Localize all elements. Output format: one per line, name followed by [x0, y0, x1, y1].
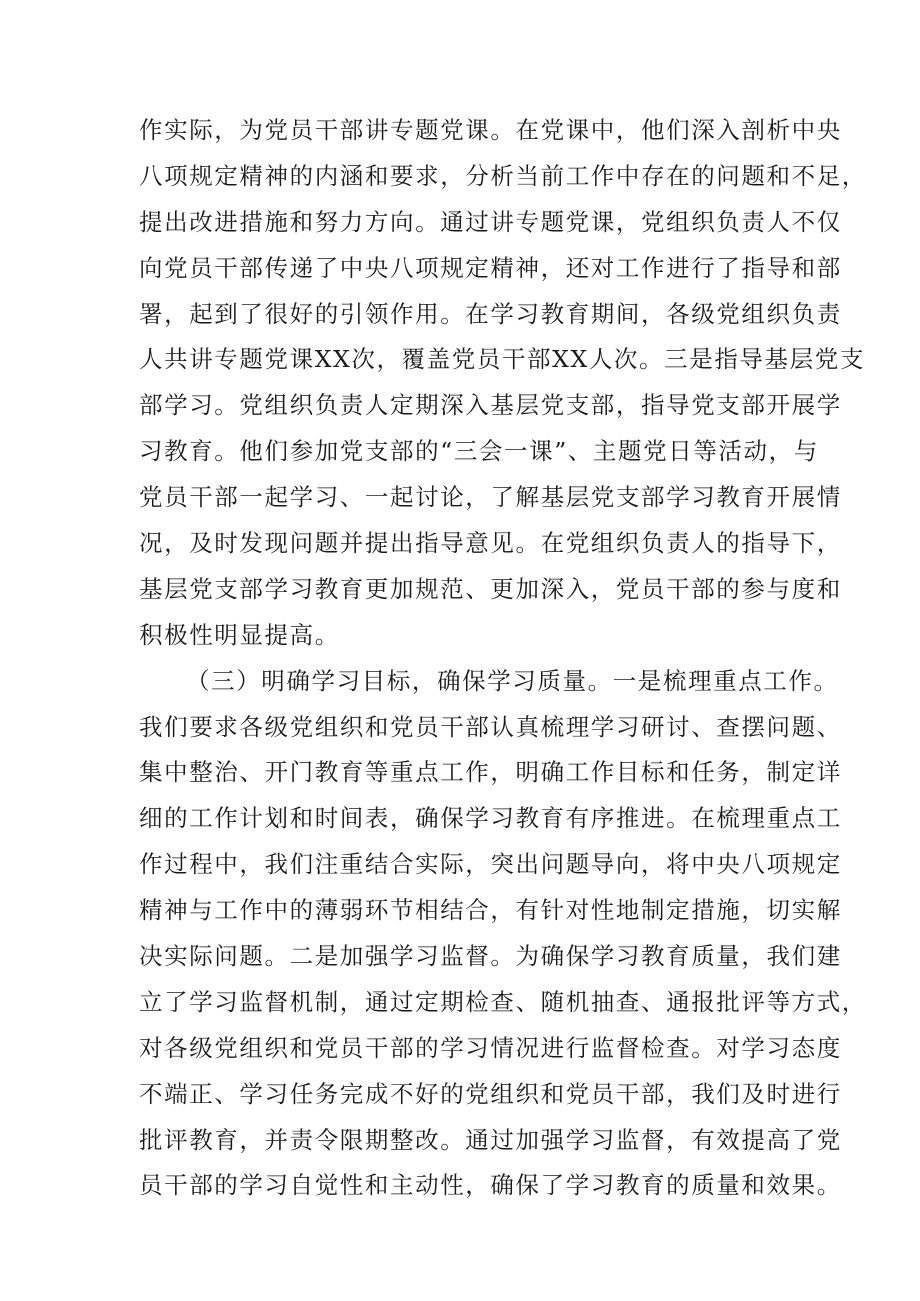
text-line: 八项规定精神的内涵和要求，分析当前工作中存在的问题和不足，	[139, 161, 867, 190]
text-line: 精神与工作中的薄弱环节相结合，有针对性地制定措施，切实解	[139, 896, 842, 925]
text-line: 况，及时发现问题并提出指导意见。在党组织负责人的指导下，	[139, 529, 842, 558]
text-line: 作过程中，我们注重结合实际，突出问题导向，将中央八项规定	[139, 850, 842, 879]
text-line: 我们要求各级党组织和党员干部认真梳理学习研讨、查摆问题、	[139, 712, 842, 741]
text-line: 员干部的学习自觉性和主动性，确保了学习教育的质量和效果。	[139, 1171, 842, 1200]
text-line: 对各级党组织和党员干部的学习情况进行监督检查。对学习态度	[139, 1033, 842, 1062]
body-text	[139, 108, 867, 1209]
text-line: 决实际问题。二是加强学习监督。为确保学习教育质量，我们建	[139, 942, 842, 971]
text-line: 不端正、学习任务完成不好的党组织和党员干部，我们及时进行	[139, 1079, 842, 1108]
text-line: 积极性明显提高。	[139, 620, 340, 649]
text-line: 立了学习监督机制，通过定期检查、随机抽查、通报批评等方式，	[139, 987, 867, 1016]
text-line: 署，起到了很好的引领作用。在学习教育期间，各级党组织负责	[139, 299, 842, 328]
text-line: 党员干部一起学习、一起讨论，了解基层党支部学习教育开展情	[139, 483, 842, 512]
text-line: 细的工作计划和时间表，确保学习教育有序推进。在梳理重点工	[139, 804, 842, 833]
text-line: 作实际，为党员干部讲专题党课。在党课中，他们深入剖析中央	[139, 116, 842, 144]
text-line: 集中整治、开门教育等重点工作，明确工作目标和任务，制定详	[139, 758, 842, 787]
section-heading-line: （三）明确学习目标，确保学习质量。一是梳理重点工作。	[186, 666, 839, 695]
text-line: 提出改进措施和努力方向。通过讲专题党课，党组织负责人不仅	[139, 207, 842, 236]
text-line: 习教育。他们参加党支部的“三会一课”、主题党日等活动，与	[139, 437, 819, 466]
text-line: 人共讲专题党课XX次，覆盖党员干部XX人次。三是指导基层党支	[139, 345, 865, 374]
text-line: 向党员干部传递了中央八项规定精神，还对工作进行了指导和部	[139, 253, 842, 282]
text-line: 批评教育，并责令限期整改。通过加强学习监督，有效提高了党	[139, 1125, 842, 1154]
text-line: 基层党支部学习教育更加规范、更加深入，党员干部的参与度和	[139, 574, 842, 603]
text-line: 部学习。党组织负责人定期深入基层党支部，指导党支部开展学	[139, 391, 842, 420]
